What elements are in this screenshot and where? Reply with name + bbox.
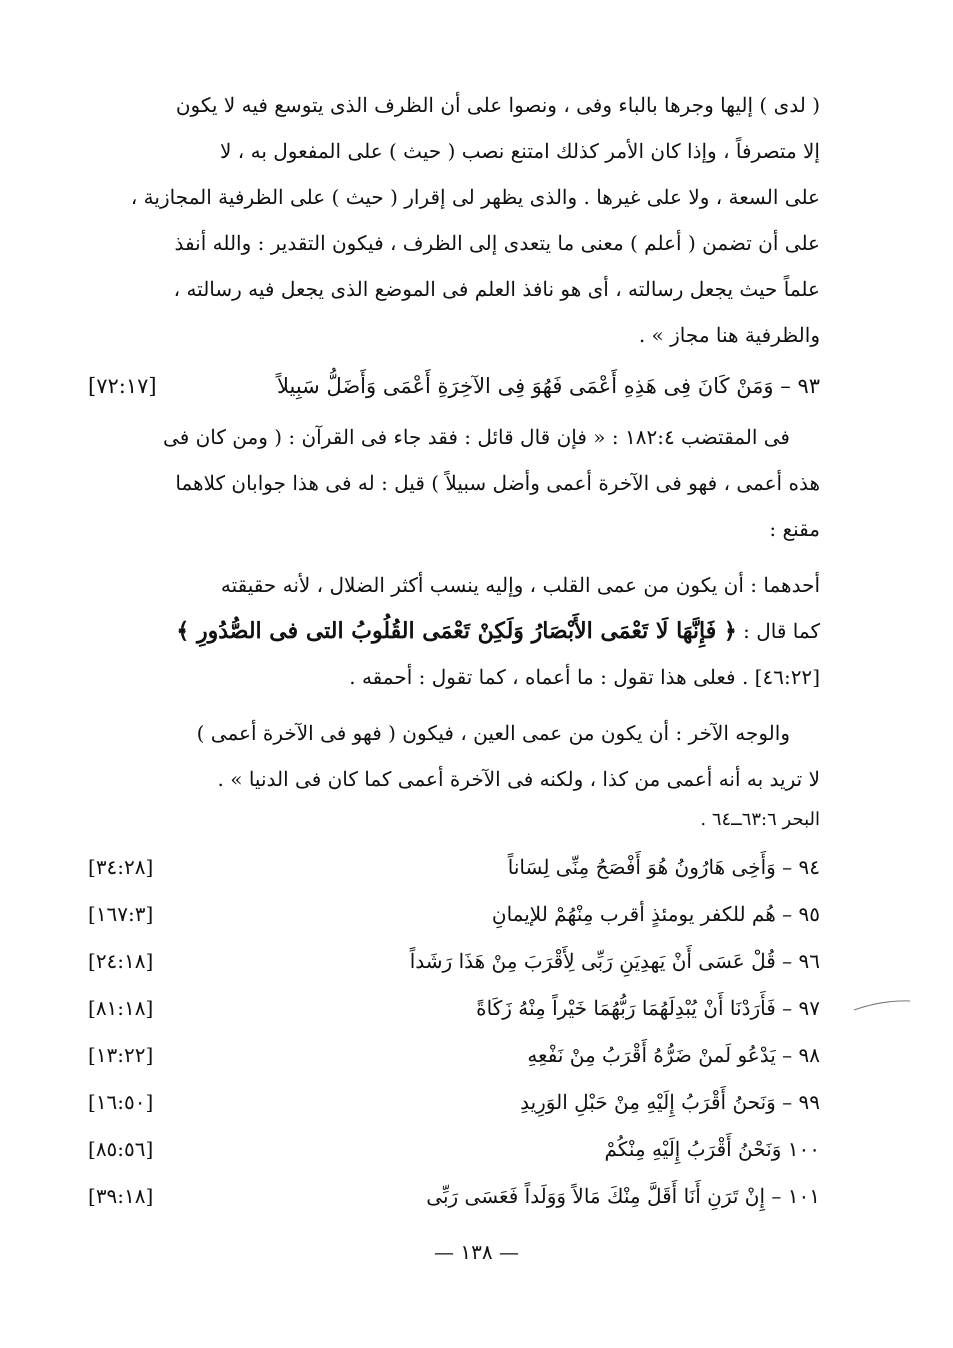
verse-text: ٩٧ – فَأَرَدْنَا أَنْ يُبْدِلَهُمَا رَبُّهُمَا خَيْراً مِنْهُ زَكَاةً (476, 996, 820, 1020)
verse-reference: [٨١:١٨] (88, 996, 154, 1020)
text-line: على السعة ، ولا على غيرها . والذى يظهر لى إقرار ( حيث ) على الظرفية المجازية ، (130, 185, 820, 209)
verse-reference: [١٣:٢٢] (88, 1043, 154, 1067)
verse-reference: [١٦:٥٠] (88, 1090, 154, 1114)
paragraph-2 (88, 414, 820, 552)
text-line: والوجه الآخر : أن يكون من عمى العين ، فيكون ( فهو فى الآخرة أعمى ) (196, 721, 790, 745)
text-line: والظرفية هنا مجاز » . (638, 323, 820, 347)
margin-pen-mark (852, 998, 912, 1012)
verse-text: ٩٤ – وَأَخِى هَارُونُ هُوَ أَفْصَحُ مِنِّى لِسَاناً (507, 855, 820, 879)
page-number: — ١٣٨ — (434, 1240, 519, 1264)
verse-reference: [٣٤:٢٨] (88, 855, 154, 879)
quote-line (88, 608, 820, 654)
verse-reference: [٣٩:١٨] (88, 1184, 154, 1208)
verse-text: ٩٩ – وَنَحنُ أَقْرَبُ إِلَيْهِ مِنْ حَبْلِ الوَرِيدِ (520, 1090, 820, 1114)
text-line: إلا متصرفاً ، وإذا كان الأمر كذلك امتنع نصب ( حيث ) على المفعول به ، لا (220, 139, 820, 163)
verse-row (88, 1079, 820, 1126)
text-line: فى المقتضب ١٨٢:٤ : « فإن قال قائل : فقد جاء فى القرآن : ( ومن كان فى (163, 425, 790, 449)
text-line: ( لدى ) إليها وجرها بالباء وفى ، ونصوا على أن الظرف الذى يتوسع فيه لا يكون (175, 93, 820, 117)
verse-row (88, 844, 820, 891)
verse-row (88, 938, 820, 985)
text-line: لا تريد به أنه أعمى من كذا ، ولكنه فى الآخرة أعمى كما كان فى الدنيا » . (217, 767, 820, 791)
verse-text: ٩٨ – يَدْعُو لَمنْ ضَرُّهُ أَقْرَبُ مِنْ نَفْعِهِ (527, 1043, 820, 1067)
verse-list (88, 844, 820, 1220)
paragraph-3 (88, 562, 820, 700)
text-line: أحدهما : أن يكون من عمى القلب ، وإليه ينسب أكثر الضلال ، لأنه حقيقته (220, 573, 820, 597)
verse-row (88, 1173, 820, 1220)
text-line: علماً حيث يجعل رسالته ، أى هو نافذ العلم فى الموضع الذى يجعل فيه رسالته ، (173, 277, 820, 301)
text-line: على أن تضمن ( أعلم ) معنى ما يتعدى إلى الظرف ، فيكون التقدير : والله أنفذ (174, 231, 820, 255)
verse-reference: [١٦٧:٣] (88, 902, 154, 926)
verse-93 (88, 366, 820, 406)
verse-reference: [٧٢:١٧] (88, 374, 157, 398)
quran-quote: ﴿ فَإِنَّهَا لَا تَعْمَى الأَبْصَارُ وَلَكِنْ تَعْمَى القُلُوبُ التى فى الصُّدُورِ ﴾ (176, 618, 737, 644)
text-line: هذه أعمى ، فهو فى الآخرة أعمى وأضل سبيلاً ) قيل : له فى هذا جوابان كلاهما (175, 471, 820, 495)
verse-reference: [٨٥:٥٦] (88, 1137, 154, 1161)
text-line: مقنع : (769, 517, 820, 541)
page-content (88, 82, 820, 1220)
verse-text: ١٠٠ وَنَحْنُ أَقْرَبُ إِلَيْهِ مِنْكُمْ (604, 1137, 820, 1161)
source-citation: البحر ٦٣:٦ــ٦٤ . (700, 809, 820, 830)
verse-text: ٩٦ – قُلْ عَسَى أَنْ يَهدِيَنِ رَبِّى لِأَقْرَبَ مِنْ هَذَا رَشَداً (409, 949, 820, 973)
verse-text: ٩٣ – وَمَنْ كَانَ فِى هَذِهِ أَعْمَى فَهُوَ فِى الآخِرَةِ أَعْمَى وَأَضَلُّ سَبِيلاً (276, 374, 820, 398)
paragraph-1 (88, 82, 820, 358)
quote-prefix: كما قال : (743, 619, 820, 643)
verse-text: ١٠١ – إِنْ تَرَنِ أَنَا أَقَلَّ مِنْكَ مَالاً وَوَلَداً فَعَسَى رَبِّى (426, 1184, 820, 1208)
text-line: [٤٦:٢٢] . فعلى هذا تقول : ما أعماه ، كما تقول : أحمقه . (349, 665, 820, 689)
verse-reference: [٢٤:١٨] (88, 949, 154, 973)
verse-row (88, 1126, 820, 1173)
verse-row (88, 891, 820, 938)
verse-text: ٩٥ – هُم للكفر يومئذٍ أقرب مِنْهُمْ للإيمانِ (491, 902, 820, 926)
verse-row (88, 1032, 820, 1079)
verse-row (88, 985, 820, 1032)
paragraph-4 (88, 710, 820, 838)
